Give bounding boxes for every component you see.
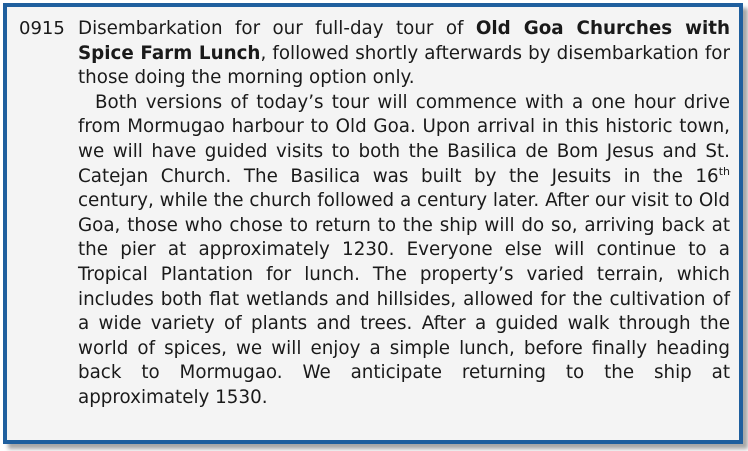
details-part1: Both versions of today’s tour will commence with a one hour drive from Mormugao harbour to Old Goa. Upon arrival in this historic town, we will have guided visits to both the Basilica de Bom Jesus and St. Catejan Church. The Basilica was built by the Jesuits in the 16 (78, 91, 730, 187)
ordinal-superscript: th (718, 164, 730, 178)
intro-rest: , followed shortly afterwards by disembarkation for those doing the morning option only. (78, 42, 730, 89)
entry-description (78, 17, 730, 411)
paragraph-intro (78, 17, 730, 91)
intro-lead: Disembarkation for our full-day tour of (78, 18, 476, 39)
entry-time: 0915 (19, 18, 65, 39)
paragraph-details (78, 91, 730, 411)
details-part2: century, while the church followed a century later. After our visit to Old Goa, those who chose to return to the ship will do so, arriving back at the pier at approximately 1230. Everyone else will continue to a Tropical Plantation for lunch. The property’s varied terrain, which includes both flat wetlands and hillsides, allowed for the cultivation of a wide variety of plants and trees. After a guided walk through the world of spices, we will enjoy a simple lunch, before finally heading back to Mormugao. We anticipate returning to the ship at approximately 1530. (78, 190, 730, 408)
tour-name: Old Goa Churches with Spice Farm Lunch (78, 18, 730, 64)
itinerary-box (3, 3, 743, 444)
